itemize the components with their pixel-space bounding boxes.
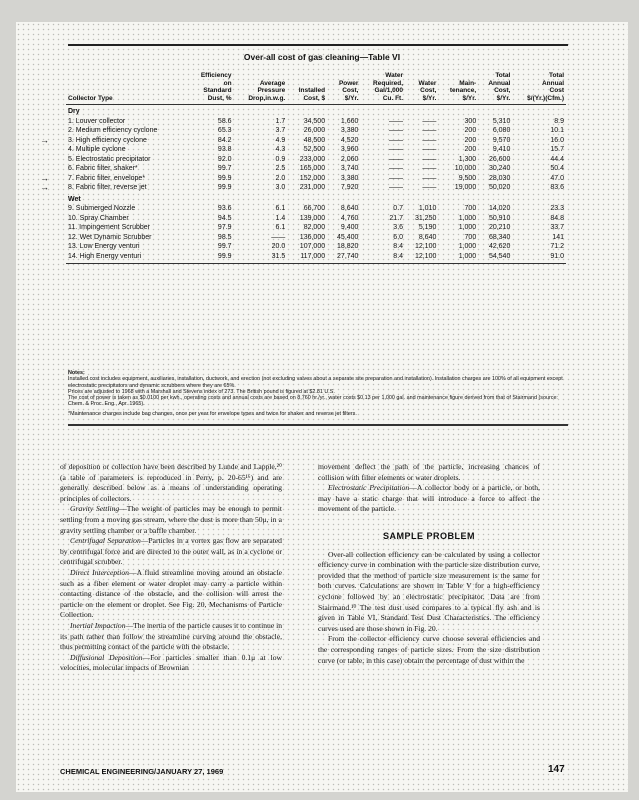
cost-per-cfm-cell: 141: [552, 233, 564, 241]
collector-type-cell: [66, 204, 188, 214]
water-required-cell: 6.0: [393, 233, 404, 241]
installed-cost-cell: 52,500: [303, 146, 326, 153]
total-annual-cost-cell: 28,030: [488, 174, 511, 182]
installed-cost-cell: 48,500: [303, 136, 326, 144]
total-annual-cost-cell: 26,600: [488, 155, 511, 163]
water-required-cell: 8.4: [360, 252, 405, 264]
arrow-marker-icon: →: [40, 134, 49, 145]
maintenance-cell: 1,000: [458, 214, 477, 222]
collector-type-label: 6. Fabric filter, shaker*: [68, 165, 138, 172]
water-required-cell: ——: [389, 136, 404, 144]
water-cost-cell: ——: [422, 155, 437, 163]
efficiency-cell: 99.7: [217, 165, 232, 172]
installed-cost-cell: 233,000: [299, 155, 326, 163]
journal-page: [16, 22, 628, 792]
power-cost-cell: 27,740: [327, 252, 360, 264]
collector-type-cell: [40, 134, 188, 146]
efficiency-cell: 99.9: [188, 252, 234, 264]
efficiency-cell: 93.6: [217, 205, 232, 212]
power-cost-cell: 4,760: [340, 214, 359, 222]
cost-per-cfm-cell: 23.3: [550, 205, 564, 212]
power-cost-cell: 9,400: [340, 224, 359, 231]
installed-cost-cell: 139,000: [299, 214, 326, 222]
collector-type-cell: [66, 164, 188, 174]
table-row: [66, 145, 566, 155]
total-annual-cost-cell: 50,020: [488, 184, 511, 191]
maintenance-cell: 700: [464, 233, 477, 241]
header-installed-cost: Installed Cost, $: [287, 72, 327, 105]
total-annual-cost-cell: 50,910: [488, 214, 511, 222]
installed-cost-cell: 82,000: [303, 224, 326, 231]
power-cost-cell: 18,820: [337, 243, 359, 250]
pressure-drop-cell: 2.0: [275, 174, 286, 182]
power-cost-cell: 1,660: [340, 117, 359, 125]
cost-per-cfm-cell: 83.6: [550, 184, 564, 191]
collector-type-label: 4. Multiple cyclone: [68, 146, 126, 153]
collector-type-label: 10. Spray Chamber: [68, 214, 129, 222]
water-cost-cell: ——: [422, 174, 437, 182]
collector-type-cell: [66, 252, 188, 264]
collector-type-cell: [66, 117, 188, 127]
maintenance-cell: 1,300: [458, 155, 477, 163]
category-row: [66, 193, 566, 205]
collector-type-label: 14. High Energy venturi: [68, 252, 142, 260]
table-row: [66, 204, 566, 214]
cost-per-cfm-cell: 8.9: [554, 117, 564, 125]
total-annual-cost-cell: 54,540: [478, 252, 512, 264]
table-footnote: *Maintenance charges include bag changes, once per year for envelope types and twice for shaker and reverse jet filters.: [68, 410, 357, 417]
collector-type-cell: [40, 182, 188, 193]
installed-cost-cell: 117,000: [287, 252, 327, 264]
header-total-annual-cost: Total Annual Cost, $/Yr.: [478, 72, 512, 105]
section-heading: SAMPLE PROBLEM: [382, 530, 475, 541]
power-cost-cell: 3,740: [340, 165, 359, 172]
water-required-cell: ——: [389, 184, 404, 191]
efficiency-cell: 84.2: [217, 136, 232, 144]
total-annual-cost-cell: 9,410: [492, 146, 511, 153]
header-water-cost: Water Cost, $/Yr.: [405, 72, 438, 105]
table-header-row: [66, 72, 566, 105]
category-label: Dry: [68, 108, 80, 115]
collector-type-cell: [66, 223, 188, 233]
cost-per-cfm-cell: 71.2: [550, 243, 564, 250]
paragraph: Centrifugal Separation—Particles in a vortex gas flow are separated by centrifugal force and are directed to the outer wall, as in a cyclone or centrifugal scrubber.: [60, 536, 282, 567]
efficiency-cell: 93.8: [217, 146, 232, 153]
collector-type-cell: [66, 242, 188, 252]
water-required-cell: 3.6: [393, 224, 404, 231]
header-collector-type: Collector Type: [66, 72, 188, 105]
cost-per-cfm-cell: 91.0: [512, 252, 566, 264]
table-row: [66, 223, 566, 233]
collector-type-cell: [66, 126, 188, 136]
paragraph: Electrostatic Precipitation—A collector body or a particle, or both, may have a static charge that will introduce a force to affect the movement of the particle.: [318, 483, 540, 514]
water-required-cell: 0.7: [393, 205, 404, 212]
header-cost-per-cfm: Total Annual Cost $/(Yr.)(Cfm.): [512, 72, 566, 105]
pressure-drop-cell: 3.7: [275, 127, 286, 134]
water-cost-cell: ——: [422, 165, 437, 172]
pressure-drop-cell: 2.5: [275, 165, 286, 172]
table-row: [66, 136, 566, 146]
collector-type-cell: [66, 145, 188, 155]
term: Inertial Impaction: [70, 620, 126, 630]
collector-type-cell: [66, 214, 188, 224]
total-annual-cost-cell: 6,080: [492, 127, 511, 134]
cost-per-cfm-cell: 44.4: [550, 155, 564, 163]
installed-cost-cell: 136,000: [299, 233, 326, 241]
efficiency-cell: 94.5: [217, 214, 232, 222]
arrow-marker-icon: →: [40, 172, 49, 183]
header-water-required: Water Required, Gal/1,000 Cu. Ft.: [360, 72, 405, 105]
efficiency-cell: 98.5: [217, 233, 232, 241]
total-annual-cost-cell: 14,020: [488, 205, 511, 212]
paragraph: From the collector efficiency curve choose several efficiencies and the corresponding ranges of particle sizes. From the size distribution curve (or table, in this case) obtain the percentage of dust within the: [318, 634, 540, 665]
header-maintenance: Main- tenance, $/Yr.: [438, 72, 478, 105]
note-line: The cost of power is taken as $0.0100 per kwh., operating costs and annual costs are based on 8,760 hr./yr., water costs $0.13 per 1,000 gal. and maintenance figure derived from that of Stairmand (source: Chem. & Proc. Eng., Apr. 1965).: [68, 395, 558, 408]
table-row: [66, 214, 566, 224]
pressure-drop-cell: ——: [271, 233, 286, 241]
right-text-column: [318, 462, 540, 666]
paragraph: Direct Interception—A fluid streamline moving around an obstacle such as a fiber element or water droplet may carry a particle within contacting distance of the obstacle, and the collision will arrest the particle on the element or droplet. See Fig. 20, Mechanisms of Particle Collection.: [60, 567, 282, 620]
water-cost-cell: ——: [422, 184, 437, 191]
maintenance-cell: 1,000: [458, 243, 477, 250]
table-row: [66, 183, 566, 193]
term: Diffusional Deposition: [70, 652, 143, 662]
total-annual-cost-cell: 30,240: [488, 165, 511, 172]
pressure-drop-cell: 0.9: [275, 155, 286, 163]
water-cost-cell: ——: [422, 127, 437, 134]
efficiency-cell: 99.7: [217, 243, 232, 250]
cost-table: [40, 72, 566, 264]
water-required-cell: ——: [389, 165, 404, 172]
collector-type-label: 8. Fabric filter, reverse jet: [68, 184, 147, 191]
paragraph: Inertial Impaction—The inertia of the particle causes it to continue in its path rather than follow the streamline curving around the obstacle, thus permitting contact of the particle with the obstacle.: [60, 620, 282, 652]
table-notes: [68, 370, 568, 417]
maintenance-cell: 200: [464, 127, 477, 134]
table-row: [66, 155, 566, 165]
table-row: [66, 164, 566, 174]
water-cost-cell: ——: [422, 136, 437, 144]
water-cost-cell: ——: [422, 117, 437, 125]
efficiency-cell: 92.0: [217, 155, 232, 163]
power-cost-cell: 8,640: [340, 205, 359, 212]
cost-per-cfm-cell: 10.1: [550, 127, 564, 134]
efficiency-cell: 99.9: [217, 184, 232, 191]
water-cost-cell: ——: [422, 146, 437, 153]
maintenance-cell: 10,000: [454, 165, 477, 172]
paragraph: movement deflect the path of the particle, increasing chances of collision with filter elements or water droplets.: [318, 462, 540, 482]
paragraph: Gravity Settling—The weight of particles may be enough to permit settling from a moving gas stream, where the dust is more than 50μ, in a gravity settling chamber or a baffle chamber.: [60, 504, 282, 535]
water-cost-cell: 5,190: [418, 224, 437, 231]
paragraph: Over-all collection efficiency can be calculated by using a collector efficiency curve in combination with the particle size distribution curve, provided that the method of particle size measurement is the same for both curves. Calculations are shown in Table V for a high-efficiency cyclone followed by an electrostatic precipitator. Data are from Stairmand.¹⁰ The test dust used compares to a typical fly ash and is given in Table VI, Standard Test Dust Characteristics. The efficiency curves used are those shown in Fig. 20.: [318, 549, 540, 633]
power-cost-cell: 3,380: [340, 174, 359, 182]
cost-per-cfm-cell: 16.0: [550, 136, 564, 144]
paragraph: Diffusional Deposition—For particles smaller than 0.1μ at low velocities, molecular impacts of Brownian: [60, 652, 282, 673]
efficiency-cell: 65.3: [217, 127, 232, 134]
cost-per-cfm-cell: 84.8: [550, 214, 564, 222]
term: Electrostatic Precipitation: [328, 483, 410, 493]
table-row: [66, 117, 566, 127]
installed-cost-cell: 26,000: [303, 127, 326, 134]
notes-heading: Notes:: [68, 370, 85, 376]
water-required-cell: ——: [389, 155, 404, 163]
note-line: Prices are adjusted to 1968 with a Marshall and Stevens index of 273. The British pound is figured at $2.81 U.S.: [68, 388, 335, 395]
maintenance-cell: 300: [464, 117, 477, 125]
water-required-cell: ——: [389, 174, 404, 182]
table-row: [66, 242, 566, 252]
collector-type-label: 2. Medium efficiency cyclone: [68, 127, 158, 134]
term: Centrifugal Separation: [70, 536, 141, 546]
maintenance-cell: 1,000: [458, 224, 477, 231]
power-cost-cell: 7,920: [340, 184, 359, 191]
pressure-drop-cell: 4.3: [275, 146, 286, 153]
maintenance-cell: 9,500: [458, 174, 477, 182]
journal-footer: CHEMICAL ENGINEERING/JANUARY 27, 1969: [60, 767, 224, 776]
maintenance-cell: 1,000: [438, 252, 478, 264]
pressure-drop-cell: 6.1: [275, 224, 286, 231]
maintenance-cell: 200: [464, 136, 477, 144]
water-cost-cell: 12,100: [405, 252, 438, 264]
power-cost-cell: 45,400: [337, 233, 359, 241]
left-text-column: [60, 462, 282, 674]
table-title: Over-all cost of gas cleaning—Table VI: [243, 52, 401, 62]
total-annual-cost-cell: 68,340: [488, 233, 511, 241]
efficiency-cell: 58.6: [217, 117, 232, 125]
total-annual-cost-cell: 9,570: [492, 136, 511, 144]
water-cost-cell: 31,250: [414, 214, 437, 222]
term: Gravity Settling: [70, 504, 120, 514]
table-row: [66, 174, 566, 184]
table-bottom-rule: [68, 424, 568, 426]
collector-type-label: 5. Electrostatic precipitator: [68, 155, 151, 163]
power-cost-cell: 3,960: [340, 146, 359, 153]
header-pressure-drop: Average Pressure Drop,in.w.g.: [234, 72, 288, 105]
category-row: [66, 105, 566, 117]
arrow-marker-icon: →: [40, 182, 49, 192]
installed-cost-cell: 165,000: [299, 165, 326, 172]
total-annual-cost-cell: 20,210: [488, 224, 511, 231]
total-annual-cost-cell: 42,620: [488, 243, 511, 250]
header-power-cost: Power Cost, $/Yr.: [327, 72, 360, 105]
pressure-drop-cell: 3.0: [275, 184, 286, 191]
pressure-drop-cell: 4.9: [275, 136, 286, 144]
installed-cost-cell: 152,000: [299, 174, 326, 182]
table-row: [66, 233, 566, 243]
pressure-drop-cell: 31.5: [234, 252, 288, 264]
collector-type-label: 3. High efficiency cyclone: [68, 136, 147, 144]
efficiency-cell: 97.9: [217, 224, 232, 231]
water-cost-cell: 12,100: [414, 243, 437, 250]
water-required-cell: 21.7: [389, 214, 404, 222]
pressure-drop-cell: 20.0: [271, 243, 286, 250]
maintenance-cell: 200: [464, 146, 477, 153]
pressure-drop-cell: 1.4: [275, 214, 286, 222]
water-required-cell: ——: [389, 146, 404, 153]
collector-type-label: 11. Impingement Scrubber: [68, 224, 150, 231]
collector-type-label: 7. Fabric filter, envelope*: [68, 174, 146, 182]
collector-type-label: 13. Low Energy venturi: [68, 243, 140, 250]
header-efficiency: Efficiency on Standard Dust, %: [188, 72, 234, 105]
category-label: Wet: [68, 195, 81, 203]
power-cost-cell: 4,520: [340, 136, 359, 144]
power-cost-cell: 2,060: [340, 155, 359, 163]
maintenance-cell: 700: [464, 205, 477, 212]
collector-type-label: 9. Submerged Nozzle: [68, 205, 136, 212]
water-required-cell: ——: [389, 117, 404, 125]
maintenance-cell: 19,000: [454, 184, 477, 191]
top-rule: [68, 44, 568, 46]
term: Direct Interception: [70, 567, 129, 577]
collector-type-cell: [66, 233, 188, 243]
installed-cost-cell: 231,000: [299, 184, 326, 191]
installed-cost-cell: 107,000: [299, 243, 326, 250]
total-annual-cost-cell: 5,310: [492, 117, 511, 125]
installed-cost-cell: 66,700: [303, 205, 326, 212]
pressure-drop-cell: 6.1: [275, 205, 286, 212]
cost-per-cfm-cell: 47.0: [550, 174, 564, 182]
water-required-cell: 8.4: [393, 243, 404, 250]
efficiency-cell: 99.9: [217, 174, 232, 182]
pressure-drop-cell: 1.7: [275, 117, 286, 125]
water-cost-cell: 1,010: [418, 205, 437, 212]
collector-type-cell: [40, 172, 188, 184]
water-cost-cell: 8,640: [418, 233, 437, 241]
paragraph: of deposition or collection have been described by Lunde and Lapple,²⁰ (a table of parameters is reproduced in Perry, p. 20-65¹⁶) and are generally described below as a means of understanding operating principles of collectors.: [60, 462, 282, 503]
water-required-cell: ——: [389, 127, 404, 134]
installed-cost-cell: 34,500: [303, 117, 326, 125]
table-row: [66, 252, 566, 264]
table-body: [40, 105, 566, 264]
page-number: 147: [548, 764, 565, 775]
cost-per-cfm-cell: 33.7: [550, 224, 564, 231]
power-cost-cell: 3,380: [340, 127, 359, 134]
collector-type-label: 12. Wet Dynamic Scrubber: [68, 233, 152, 241]
collector-type-cell: [66, 155, 188, 165]
table-row: [66, 126, 566, 136]
note-line: Installed cost includes equipment, auxiliaries, installation, ductwork, and erection (not excluding valves about a separate site preparation and installation). Installation charges are 100% of all equipment except electrostatic precipitators and dynamic scrubbers where they are 65%.: [68, 376, 563, 389]
cost-per-cfm-cell: 50.4: [550, 165, 564, 172]
collector-type-label: 1. Louver collector: [68, 117, 126, 125]
cost-per-cfm-cell: 15.7: [550, 146, 564, 153]
